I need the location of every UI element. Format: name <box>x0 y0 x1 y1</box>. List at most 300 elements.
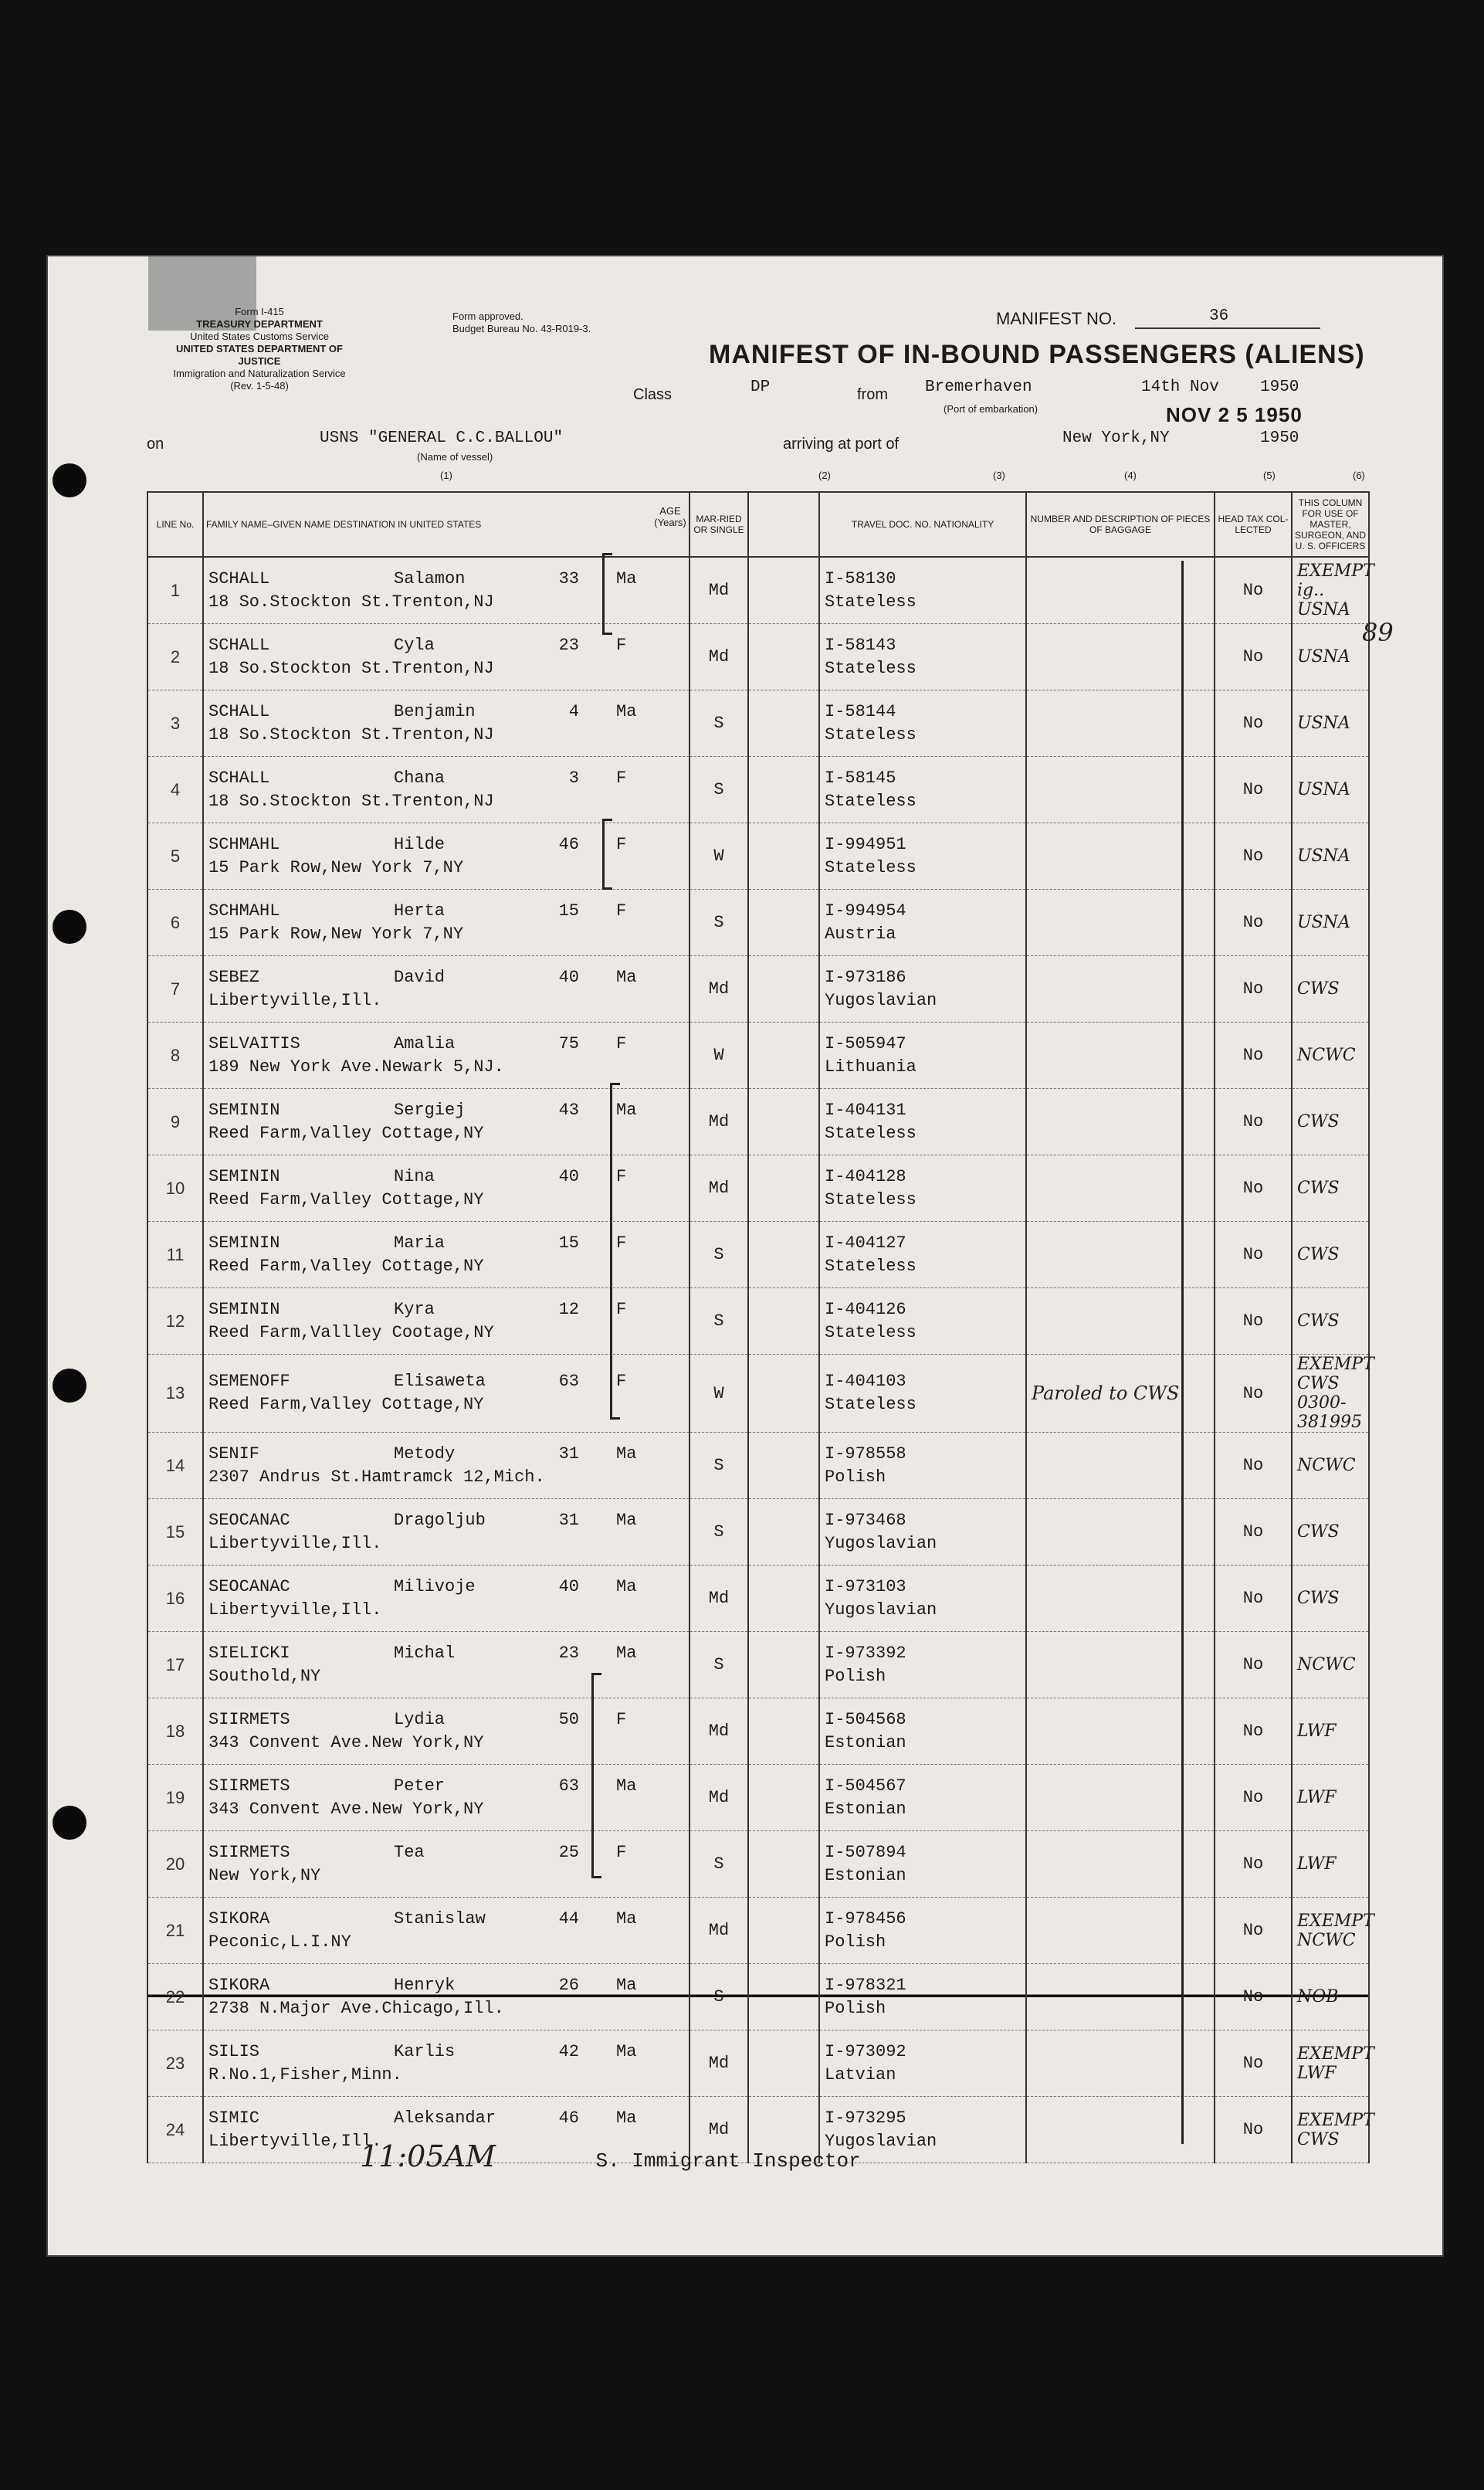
sex: F <box>616 1166 627 1186</box>
table-row <box>147 2030 1369 2097</box>
name-cell <box>203 2030 689 2097</box>
baggage-cell <box>1026 1499 1215 1566</box>
head-tax: No <box>1215 1831 1292 1898</box>
age: 44 <box>558 1908 579 1929</box>
line-number: 11 <box>147 1222 203 1288</box>
name-cell <box>203 823 689 890</box>
nationality: Yugoslavian <box>825 990 937 1010</box>
header-officers: THIS COLUMN FOR USE OF MASTER, SURGEON, AND U. S. OFFICERS <box>1292 492 1369 557</box>
marital-status: Md <box>689 2097 748 2163</box>
col-number-3: (3) <box>993 470 1005 481</box>
officer-note: CWS <box>1292 1566 1369 1632</box>
age: 3 <box>568 768 579 788</box>
family-name: SCHMAHL <box>208 901 280 921</box>
officer-note: USNA <box>1292 690 1369 757</box>
given-name: Kyra <box>394 1299 435 1319</box>
family-name: SIELICKI <box>208 1643 290 1663</box>
travel-doc-number: I-505947 <box>825 1033 906 1053</box>
nationality: Yugoslavian <box>825 2131 937 2151</box>
sex: F <box>616 1709 627 1729</box>
marital-status: Md <box>689 624 748 690</box>
baggage-cell <box>1026 890 1215 956</box>
nationality: Stateless <box>825 658 916 678</box>
spacer-cell <box>748 1566 819 1632</box>
sex: F <box>616 1299 627 1319</box>
punch-hole <box>53 1369 86 1403</box>
doc-cell <box>819 890 1026 956</box>
spacer-cell <box>748 1355 819 1433</box>
spacer-cell <box>748 1898 819 1964</box>
name-cell <box>203 1499 689 1566</box>
family-name: SCHALL <box>208 635 270 655</box>
officer-note: CWS <box>1292 956 1369 1023</box>
marital-status: Md <box>689 2030 748 2097</box>
table-row <box>147 1964 1369 2030</box>
table-row <box>147 1831 1369 1898</box>
nationality: Yugoslavian <box>825 1533 937 1553</box>
line-number: 23 <box>147 2030 203 2097</box>
nationality: Polish <box>825 1932 886 1952</box>
nationality: Stateless <box>825 592 916 612</box>
doc-cell <box>819 1433 1026 1499</box>
form-number: Form I-415 <box>235 306 284 317</box>
head-tax: No <box>1215 1765 1292 1831</box>
line-number: 8 <box>147 1023 203 1089</box>
marital-status: Md <box>689 1698 748 1765</box>
col-number-6: (6) <box>1353 470 1365 481</box>
sex: Ma <box>616 2108 637 2128</box>
age: 15 <box>558 901 579 921</box>
destination-address: Southold,NY <box>208 1666 321 1686</box>
doc-cell <box>819 1155 1026 1222</box>
on-label: on <box>147 436 164 453</box>
head-tax: No <box>1215 1288 1292 1355</box>
family-name: SIIRMETS <box>208 1842 290 1862</box>
departure-year: 1950 <box>1260 378 1299 396</box>
nationality: Austria <box>825 924 896 944</box>
form-agency-block <box>167 306 352 392</box>
officer-note: CWS <box>1292 1499 1369 1566</box>
age: 25 <box>558 1842 579 1862</box>
name-cell <box>203 1765 689 1831</box>
officer-note: CWS <box>1292 1222 1369 1288</box>
family-name: SCHMAHL <box>208 834 280 854</box>
travel-doc-number: I-504567 <box>825 1776 906 1796</box>
nationality: Stateless <box>825 791 916 811</box>
header-line: LINE No. <box>147 492 203 557</box>
family-name: SCHALL <box>208 768 270 788</box>
class-label: Class <box>633 386 673 403</box>
table-row <box>147 1898 1369 1964</box>
doc-cell <box>819 956 1026 1023</box>
marital-status: Md <box>689 956 748 1023</box>
line-number: 15 <box>147 1499 203 1566</box>
arrival-date-stamp: NOV 2 5 1950 <box>1166 403 1303 426</box>
head-tax: No <box>1215 2097 1292 2163</box>
doc-cell <box>819 2030 1026 2097</box>
doc-cell <box>819 1089 1026 1155</box>
spacer-cell <box>748 823 819 890</box>
table-row <box>147 1698 1369 1765</box>
travel-doc-number: I-978321 <box>825 1975 906 1995</box>
family-name: SELVAITIS <box>208 1033 300 1053</box>
nationality: Polish <box>825 1467 886 1487</box>
nationality: Polish <box>825 1666 886 1686</box>
destination-address: Libertyville,Ill. <box>208 990 382 1010</box>
age: 63 <box>558 1372 579 1391</box>
family-name: SEBEZ <box>208 967 260 987</box>
table-row <box>147 890 1369 956</box>
spacer-cell <box>748 1632 819 1698</box>
from-value: Bremerhaven <box>925 378 1032 396</box>
age: 75 <box>558 1033 579 1053</box>
travel-doc-number: I-973103 <box>825 1576 906 1596</box>
col-number-1: (1) <box>440 470 452 481</box>
sex: F <box>616 834 627 854</box>
travel-doc-number: I-404126 <box>825 1299 906 1319</box>
marital-status: S <box>689 1831 748 1898</box>
baggage-cell <box>1026 956 1215 1023</box>
destination-address: Peconic,L.I.NY <box>208 1932 351 1952</box>
given-name: Benjamin <box>394 701 476 721</box>
destination-address: 343 Convent Ave.New York,NY <box>208 1799 484 1819</box>
officer-note: USNA <box>1292 624 1369 690</box>
name-cell <box>203 757 689 823</box>
approval-block <box>452 310 622 335</box>
punch-hole <box>53 910 86 944</box>
family-bracket <box>602 553 612 635</box>
line-number: 16 <box>147 1566 203 1632</box>
margin-number: 89 <box>1362 618 1394 647</box>
destination-address: New York,NY <box>208 1865 321 1885</box>
marital-status: W <box>689 1355 748 1433</box>
age: 40 <box>558 1166 579 1186</box>
officer-note: USNA <box>1292 890 1369 956</box>
name-cell <box>203 690 689 757</box>
doc-cell <box>819 1499 1026 1566</box>
baggage-cell <box>1026 823 1215 890</box>
destination-address: 18 So.Stockton St.Trenton,NJ <box>208 592 494 612</box>
sex: F <box>616 901 627 921</box>
age: 26 <box>558 1975 579 1995</box>
head-tax: No <box>1215 956 1292 1023</box>
baggage-cell <box>1026 1222 1215 1288</box>
line-number: 14 <box>147 1433 203 1499</box>
family-name: SEOCANAC <box>208 1510 290 1530</box>
spacer-cell <box>748 624 819 690</box>
from-label: from <box>857 386 888 403</box>
sex: F <box>616 1233 627 1253</box>
sex: Ma <box>616 701 637 721</box>
marital-status: W <box>689 1023 748 1089</box>
marital-status: W <box>689 823 748 890</box>
line-number: 10 <box>147 1155 203 1222</box>
family-name: SIKORA <box>208 1908 270 1929</box>
head-tax: No <box>1215 1964 1292 2030</box>
line-number: 3 <box>147 690 203 757</box>
header-baggage: NUMBER AND DESCRIPTION OF PIECES OF BAGGAGE <box>1026 492 1215 557</box>
line-number: 24 <box>147 2097 203 2163</box>
officer-note: EXEMPT LWF <box>1292 2030 1369 2097</box>
table-row <box>147 1566 1369 1632</box>
family-name: SIKORA <box>208 1975 270 1995</box>
doc-cell <box>819 757 1026 823</box>
doc-cell <box>819 1898 1026 1964</box>
travel-doc-number: I-507894 <box>825 1842 906 1862</box>
header-married-spacer <box>748 492 819 557</box>
spacer-cell <box>748 1831 819 1898</box>
family-bracket <box>610 1083 620 1420</box>
age: 42 <box>558 2041 579 2061</box>
marital-status: S <box>689 757 748 823</box>
nationality: Yugoslavian <box>825 1600 937 1620</box>
inspector-signature-line <box>360 2139 861 2173</box>
travel-doc-number: I-58145 <box>825 768 896 788</box>
col-number-5: (5) <box>1263 470 1276 481</box>
sex: F <box>616 1033 627 1053</box>
given-name: Sergiej <box>394 1100 466 1120</box>
spacer-cell <box>748 690 819 757</box>
officer-check-line <box>1181 561 1184 2144</box>
head-tax: No <box>1215 823 1292 890</box>
departure-date: 14th Nov <box>1141 378 1219 396</box>
given-name: Metody <box>394 1443 456 1464</box>
sex: Ma <box>616 1908 637 1929</box>
doc-cell <box>819 1698 1026 1765</box>
name-cell <box>203 956 689 1023</box>
name-cell <box>203 1566 689 1632</box>
sex: Ma <box>616 1643 637 1663</box>
travel-doc-number: I-404103 <box>825 1372 906 1391</box>
family-name: SEMININ <box>208 1100 280 1120</box>
sex: Ma <box>616 1443 637 1464</box>
marital-status: S <box>689 1499 748 1566</box>
manifest-no-line <box>1135 327 1320 329</box>
table-row <box>147 624 1369 690</box>
family-name: SEMININ <box>208 1166 280 1186</box>
nationality: Stateless <box>825 1395 916 1414</box>
punch-hole <box>53 1806 86 1840</box>
header-doc: TRAVEL DOC. NO. NATIONALITY <box>819 492 1026 557</box>
officer-note: EXEMPT CWS <box>1292 2097 1369 2163</box>
table-row <box>147 1499 1369 1566</box>
family-name: SEOCANAC <box>208 1576 290 1596</box>
marital-status: S <box>689 1222 748 1288</box>
line-number: 6 <box>147 890 203 956</box>
travel-doc-number: I-58143 <box>825 635 896 655</box>
destination-address: Reed Farm,Valley Cottage,NY <box>208 1189 484 1209</box>
customs-service: United States Customs Service <box>190 331 329 342</box>
marital-status: Md <box>689 557 748 624</box>
baggage-cell <box>1026 624 1215 690</box>
baggage-cell <box>1026 757 1215 823</box>
budget-bureau: Budget Bureau No. 43-R019-3. <box>452 323 591 334</box>
nationality: Stateless <box>825 724 916 745</box>
manifest-title: MANIFEST OF IN-BOUND PASSENGERS (ALIENS) <box>709 340 1365 369</box>
spacer-cell <box>748 1089 819 1155</box>
destination-address: 2307 Andrus St.Hamtramck 12,Mich. <box>208 1467 545 1487</box>
table-header-row <box>147 492 1369 557</box>
sex: Ma <box>616 1510 637 1530</box>
given-name: Peter <box>394 1776 446 1796</box>
marital-status: Md <box>689 1898 748 1964</box>
name-cell <box>203 1023 689 1089</box>
manifest-no-value: 36 <box>1209 307 1229 325</box>
head-tax: No <box>1215 624 1292 690</box>
baggage-cell <box>1026 1089 1215 1155</box>
doc-cell <box>819 1632 1026 1698</box>
destination-address: Reed Farm,Vallley Cootage,NY <box>208 1322 494 1342</box>
passenger-table <box>147 491 1374 2163</box>
travel-doc-number: I-58130 <box>825 568 896 589</box>
baggage-cell <box>1026 690 1215 757</box>
age: 31 <box>558 1510 579 1530</box>
name-cell <box>203 890 689 956</box>
given-name: Salamon <box>394 568 466 589</box>
officer-note: NCWC <box>1292 1433 1369 1499</box>
destination-address: 18 So.Stockton St.Trenton,NJ <box>208 791 494 811</box>
officer-note: NCWC <box>1292 1023 1369 1089</box>
spacer-cell <box>748 1023 819 1089</box>
destination-address: R.No.1,Fisher,Minn. <box>208 2064 402 2085</box>
doc-cell <box>819 624 1026 690</box>
age: 46 <box>558 2108 579 2128</box>
marital-status: S <box>689 1433 748 1499</box>
family-name: SIIRMETS <box>208 1776 290 1796</box>
officer-note: CWS <box>1292 1155 1369 1222</box>
family-name: SEMININ <box>208 1299 280 1319</box>
given-name: Tea <box>394 1842 425 1862</box>
name-cell <box>203 1898 689 1964</box>
baggage-cell <box>1026 1023 1215 1089</box>
travel-doc-number: I-978558 <box>825 1443 906 1464</box>
travel-doc-number: I-973468 <box>825 1510 906 1530</box>
treasury-department: TREASURY DEPARTMENT <box>196 318 323 330</box>
ins-service: Immigration and Naturalization Service <box>173 368 346 379</box>
sex: Ma <box>616 967 637 987</box>
travel-doc-number: I-58144 <box>825 701 896 721</box>
age: 43 <box>558 1100 579 1120</box>
spacer-cell <box>748 1499 819 1566</box>
nationality: Estonian <box>825 1865 906 1885</box>
destination-address: Reed Farm,Valley Cottage,NY <box>208 1256 484 1276</box>
table-row <box>147 757 1369 823</box>
line-number: 13 <box>147 1355 203 1433</box>
officer-note: EXEMPT ig.. USNA <box>1292 557 1369 624</box>
marital-status: S <box>689 690 748 757</box>
line-number: 19 <box>147 1765 203 1831</box>
given-name: Hilde <box>394 834 446 854</box>
family-bracket <box>591 1673 601 1878</box>
manifest-no-label: MANIFEST NO. <box>996 309 1117 328</box>
age: 4 <box>568 701 579 721</box>
destination-address: Reed Farm,Valley Cottage,NY <box>208 1123 484 1143</box>
doc-cell <box>819 1831 1026 1898</box>
destination-address: Libertyville,Ill. <box>208 1533 382 1553</box>
given-name: Herta <box>394 901 446 921</box>
line-number: 22 <box>147 1964 203 2030</box>
sex: Ma <box>616 1576 637 1596</box>
line-number: 20 <box>147 1831 203 1898</box>
marital-status: S <box>689 1632 748 1698</box>
destination-address: 15 Park Row,New York 7,NY <box>208 924 464 944</box>
given-name: Stanislaw <box>394 1908 486 1929</box>
destination-address: 2738 N.Major Ave.Chicago,Ill. <box>208 1998 504 2018</box>
travel-doc-number: I-973295 <box>825 2108 906 2128</box>
table-row <box>147 1632 1369 1698</box>
officer-note: LWF <box>1292 1765 1369 1831</box>
destination-address: 18 So.Stockton St.Trenton,NJ <box>208 658 494 678</box>
nationality: Lithuania <box>825 1057 916 1077</box>
spacer-cell <box>748 1222 819 1288</box>
arrival-year: 1950 <box>1260 429 1299 447</box>
officer-note: EXEMPT CWS 0300-381995 <box>1292 1355 1369 1433</box>
family-name: SEMENOFF <box>208 1372 290 1391</box>
table-row <box>147 1155 1369 1222</box>
given-name: Michal <box>394 1643 456 1663</box>
doc-cell <box>819 1566 1026 1632</box>
destination-address: 343 Convent Ave.New York,NY <box>208 1732 484 1752</box>
spacer-cell <box>748 2030 819 2097</box>
nationality: Stateless <box>825 1123 916 1143</box>
doc-cell <box>819 1023 1026 1089</box>
officer-note: CWS <box>1292 1288 1369 1355</box>
arrival-port: New York,NY <box>1062 429 1170 447</box>
marital-status: S <box>689 890 748 956</box>
marital-status: S <box>689 1964 748 2030</box>
spacer-cell <box>748 956 819 1023</box>
spacer-cell <box>748 890 819 956</box>
sex: F <box>616 1842 627 1862</box>
given-name: Nina <box>394 1166 435 1186</box>
line-number: 9 <box>147 1089 203 1155</box>
sex: Ma <box>616 568 637 589</box>
age: 15 <box>558 1233 579 1253</box>
officer-note: EXEMPT NCWC <box>1292 1898 1369 1964</box>
family-name: SCHALL <box>208 568 270 589</box>
travel-doc-number: I-978456 <box>825 1908 906 1929</box>
travel-doc-number: I-973392 <box>825 1643 906 1663</box>
header-married: MAR-RIED OR SINGLE <box>689 492 748 557</box>
name-cell <box>203 557 689 624</box>
age: 40 <box>558 967 579 987</box>
destination-address: 18 So.Stockton St.Trenton,NJ <box>208 724 494 745</box>
baggage-cell <box>1026 557 1215 624</box>
head-tax: No <box>1215 1433 1292 1499</box>
given-name: Lydia <box>394 1709 446 1729</box>
nationality: Stateless <box>825 1256 916 1276</box>
given-name: Dragoljub <box>394 1510 486 1530</box>
baggage-cell <box>1026 1155 1215 1222</box>
officer-note: LWF <box>1292 1831 1369 1898</box>
given-name: Aleksandar <box>394 2108 496 2128</box>
sex: F <box>616 635 627 655</box>
officer-note: NCWC <box>1292 1632 1369 1698</box>
destination-address: Libertyville,Ill. <box>208 1600 382 1620</box>
travel-doc-number: I-973186 <box>825 967 906 987</box>
baggage-cell <box>1026 1765 1215 1831</box>
marital-status: Md <box>689 1089 748 1155</box>
table-row <box>147 1023 1369 1089</box>
family-name: SENIF <box>208 1443 260 1464</box>
baggage-cell <box>1026 1831 1215 1898</box>
head-tax: No <box>1215 1698 1292 1765</box>
age: 23 <box>558 635 579 655</box>
given-name: David <box>394 967 446 987</box>
given-name: Henryk <box>394 1975 456 1995</box>
given-name: Elisaweta <box>394 1372 486 1391</box>
line-number: 2 <box>147 624 203 690</box>
